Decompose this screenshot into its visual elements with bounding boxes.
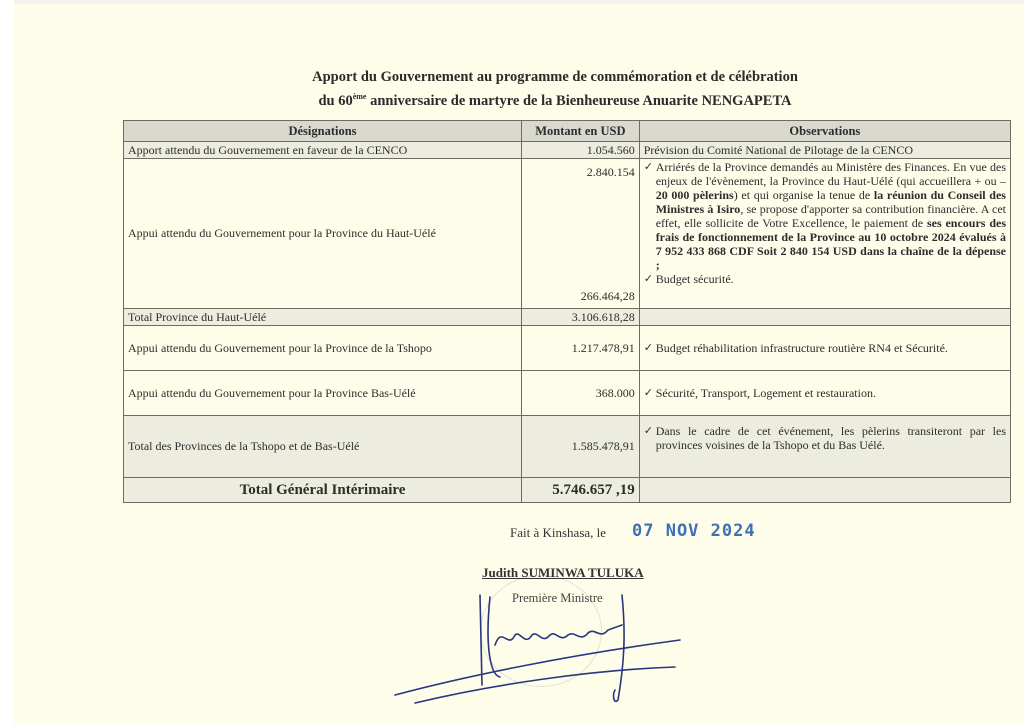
observation-item <box>644 272 1006 286</box>
obs-text: Budget sécurité. <box>655 272 734 286</box>
checkmark-icon: ✓ <box>643 425 653 437</box>
obs-text: Sécurité, Transport, Logement et restauration. <box>655 386 876 400</box>
date-stamp: 07 NOV 2024 <box>632 521 756 541</box>
table-row <box>124 142 1011 159</box>
checkmark-icon: ✓ <box>643 161 653 173</box>
amount-cell <box>522 159 640 309</box>
table-row-subtotal <box>124 309 1011 326</box>
obs-bold-text: la réunion du Conseil des Ministres à Isiro <box>655 188 1006 216</box>
header-designations: Désignations <box>124 121 522 142</box>
designation-cell: Total Province du Haut-Uélé <box>124 309 522 326</box>
obs-text: Dans le cadre de cet événement, les pèlerins transiteront par les provinces voisines de la Tshopo et du Bas Uélé. <box>655 424 1006 452</box>
title-superscript: ème <box>352 92 367 101</box>
title-prefix: du 60 <box>318 92 353 109</box>
table-row-subtotal <box>124 416 1011 478</box>
grand-total-row <box>124 478 1011 503</box>
observation-cell <box>639 159 1010 309</box>
amount-cell: 1.217.478,91 <box>522 326 640 371</box>
checkmark-icon: ✓ <box>643 342 653 354</box>
observation-cell <box>639 371 1010 416</box>
obs-text: Arriérés de la Province demandés au Ministère des Finances. En vue des enjeux de l'évènement, la Province du Haut-Uélé (qui accueillera + ou – <box>655 160 1006 188</box>
amount-cell: 1.054.560 <box>522 142 640 159</box>
amount-cell: 1.585.478,91 <box>522 416 640 478</box>
designation-cell: Appui attendu du Gouvernement pour la Province de la Tshopo <box>124 326 522 371</box>
signer-role: Première Ministre <box>512 591 603 605</box>
title-line-2 <box>0 87 1024 111</box>
observation-cell <box>639 326 1010 371</box>
place-line: Fait à Kinshasa, le <box>510 525 607 540</box>
signature-icon <box>390 585 690 715</box>
signer-name: Judith SUMINWA TULUKA <box>482 565 644 580</box>
table-row <box>124 326 1011 371</box>
observation-cell <box>639 416 1010 478</box>
amount-security: 266.464,28 <box>580 289 635 303</box>
designation-cell: Appui attendu du Gouvernement pour la Province Bas-Uélé <box>124 371 522 416</box>
table-header-row <box>124 121 1011 142</box>
observation-cell: Prévision du Comité National de Pilotage de la CENCO <box>639 142 1010 159</box>
obs-text: Budget réhabilitation infrastructure routière RN4 et Sécurité. <box>655 341 948 355</box>
designation-cell: Appui attendu du Gouvernement pour la Province du Haut-Uélé <box>124 159 522 309</box>
designation-cell: Apport attendu du Gouvernement en faveur de la CENCO <box>124 142 522 159</box>
observation-cell <box>639 309 1010 326</box>
designation-cell: Total des Provinces de la Tshopo et de Bas-Uélé <box>124 416 522 478</box>
obs-bold-text: ses encours des frais de fonctionnement de la Province au 10 octobre 2024 évalués à 7 952 433 868 CDF Soit 2 840 154 USD dans la chaîne de la dépense ; <box>655 216 1006 272</box>
header-amount: Montant en USD <box>522 121 640 142</box>
grand-total-observation <box>639 478 1010 503</box>
observation-item <box>644 160 1006 272</box>
title-line-1: Apport du Gouvernement au programme de commémoration et de célébration <box>312 69 798 85</box>
amount-arrears: 2.840.154 <box>586 165 635 179</box>
title-suffix: anniversaire de martyre de la Bienheureuse Anuarite NENGAPETA <box>366 92 792 109</box>
document-title <box>0 68 1024 111</box>
checkmark-icon: ✓ <box>643 273 653 285</box>
obs-text: , se propose d'apporter sa contribution financière. A cet effet, elle sollicite de Votre Excellence, le paiement de <box>655 202 1006 230</box>
observation-list <box>644 160 1006 286</box>
table-row <box>124 159 1011 309</box>
obs-bold-text: 20 000 pèlerins <box>655 188 734 202</box>
amount-cell: 368.000 <box>522 371 640 416</box>
checkmark-icon: ✓ <box>643 387 653 399</box>
grand-total-label: Total Général Intérimaire <box>124 478 522 503</box>
grand-total-amount: 5.746.657 ,19 <box>522 478 640 503</box>
budget-table <box>123 120 1011 503</box>
table-row <box>124 371 1011 416</box>
header-observations: Observations <box>639 121 1010 142</box>
obs-text: ) et qui organise la tenue de <box>733 188 874 202</box>
amount-cell: 3.106.618,28 <box>522 309 640 326</box>
